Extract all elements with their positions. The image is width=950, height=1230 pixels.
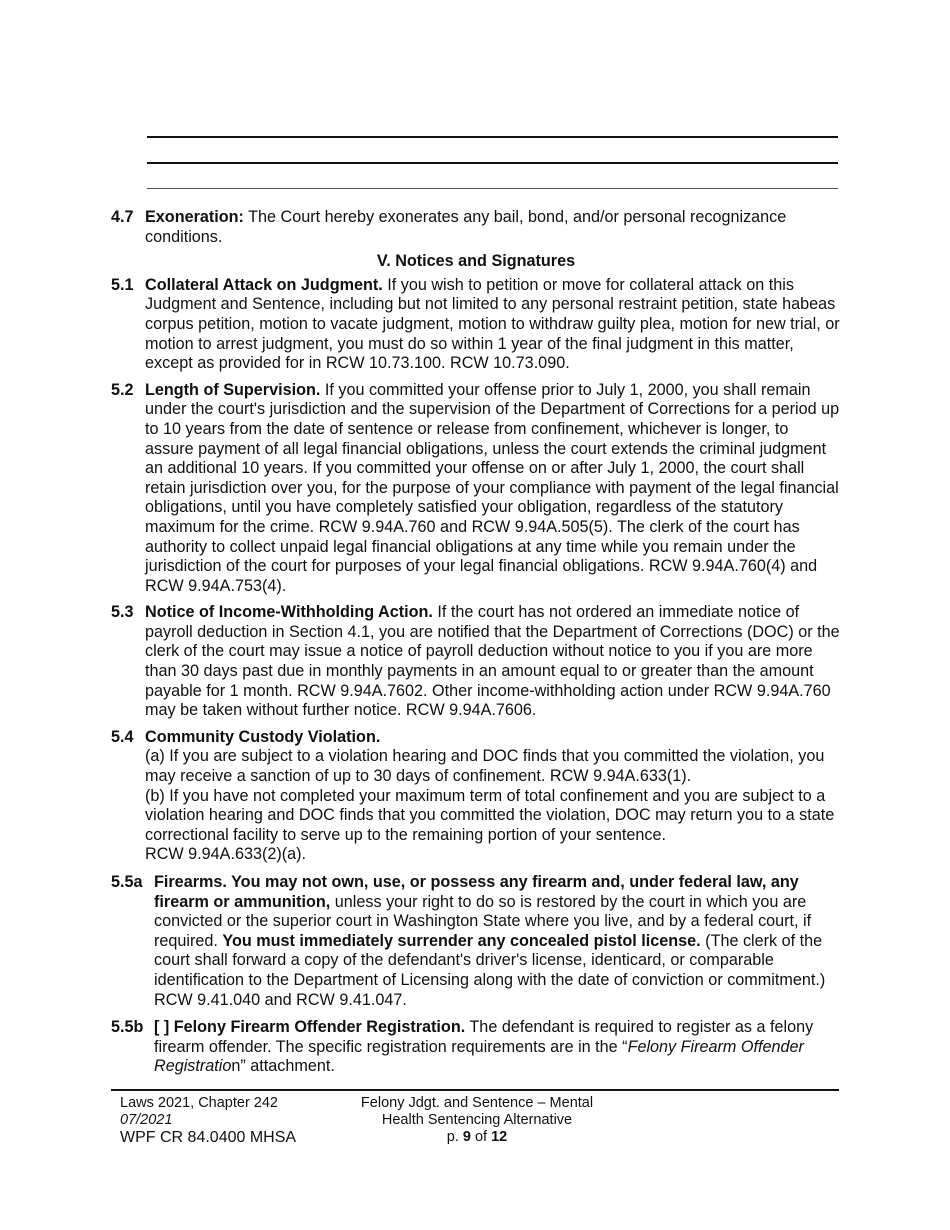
footer-date: 07/2021 xyxy=(120,1112,173,1128)
section-number: 5.1 xyxy=(111,275,134,294)
footer-form: WPF CR 84.0400 MHSA xyxy=(120,1129,297,1146)
section-text-2: n” attachment. xyxy=(231,1057,335,1076)
section-text: If the court has not ordered an immediate notice of payroll deduction in Section 4.1, you are notified that the Department of Corrections (DOC) or the clerk of the court may issue a notice of payroll deduction without notice to you if you are more than 30 days past due in monthly payments in an amount equal to or greater than the amount payable for 1 month. RCW 9.94A.7602. Other income-withholding action under RCW 9.94A.760 may be taken without further notice. RCW 9.94A.7606. xyxy=(145,603,840,720)
blank-line-3 xyxy=(147,188,838,189)
attachment-name: Felony Firearm Offender Registratio xyxy=(154,1037,804,1076)
section-text: The defendant is required to register as a felony firearm offender. The specific registration requirements are in the “ xyxy=(154,1018,814,1056)
section-5-5b xyxy=(111,1018,841,1077)
section-5-2 xyxy=(111,381,841,597)
document-body xyxy=(111,208,841,1077)
blank-line-2 xyxy=(147,162,838,164)
section-text-2: (The clerk of the court shall forward a copy of the defendant's driver's license, identicard, or comparable identification to the Department of Licensing along with the date of conviction or commitment.) RCW 9.41.040 and RCW 9.41.047. xyxy=(154,931,826,1009)
section-number: 5.4 xyxy=(111,727,134,746)
section-5-5a xyxy=(111,873,841,1010)
section-5-4 xyxy=(111,728,841,865)
section-title: Notice of Income-Withholding Action. xyxy=(145,603,433,622)
section-title: Exoneration: xyxy=(145,208,244,226)
section-number: 5.5a xyxy=(111,873,143,891)
footer-center xyxy=(352,1095,602,1146)
paragraph-b-citation: RCW 9.94A.633(2)(a). xyxy=(145,845,307,864)
section-text: The Court hereby exonerates any bail, bond, and/or personal recognizance conditions. xyxy=(145,208,787,246)
section-title: Length of Supervision. xyxy=(145,380,321,399)
section-4-7 xyxy=(111,208,841,247)
footer-left xyxy=(120,1095,296,1146)
section-number: 5.3 xyxy=(111,603,134,622)
section-text: unless your right to do so is restored by the court in which you are convicted or the superior court in Washington State where you live, and by a federal court, if required. xyxy=(154,892,812,950)
section-title: Collateral Attack on Judgment. xyxy=(145,275,383,294)
section-5-3 xyxy=(111,603,841,721)
section-heading: V. Notices and Signatures xyxy=(376,252,576,271)
footer-title-line1: Felony Jdgt. and Sentence – Mental xyxy=(360,1095,594,1111)
footer-law: Laws 2021, Chapter 242 xyxy=(120,1095,278,1111)
section-number: 5.5b xyxy=(111,1018,144,1037)
footer-title-line2: Health Sentencing Alternative xyxy=(381,1112,573,1128)
paragraph-a: (a) If you are subject to a violation hearing and DOC finds that you committed the violation, you may receive a sanction of up to 30 days of confinement. RCW 9.94A.633(1). xyxy=(145,747,825,786)
section-title: Firearms. You may not own, use, or possess any firearm and, under federal law, any firearm or ammunition, xyxy=(154,873,799,911)
section-title: [ ] Felony Firearm Offender Registration. xyxy=(154,1018,466,1037)
section-title: Community Custody Violation. xyxy=(145,727,381,746)
blank-line-1 xyxy=(147,136,838,138)
paragraph-b: (b) If you have not completed your maximum term of total confinement and you are subject to a violation hearing and DOC finds that you committed the violation, DOC may return you to a state correctional facility to serve up to the remaining portion of your sentence. xyxy=(145,786,835,844)
section-text: If you committed your offense prior to July 1, 2000, you shall remain under the court's jurisdiction and the supervision of the Department of Corrections for a period up to 10 years from the date of sentence or release from confinement, whichever is longer, to assure payment of all legal financial obligations, unless the court extends the criminal judgment an additional 10 years. If you committed your offense on or after July 1, 2000, the court shall retain jurisdiction over you, for the purpose of your compliance with payment of the legal financial obligations, until you have completely satisfied your obligation, regardless of the statutory maximum for the crime. RCW 9.94A.760 and RCW 9.94A.505(5). The clerk of the court has authority to collect unpaid legal financial obligations at any time while you remain under the jurisdiction of the court for purposes of your legal financial obligations. RCW 9.94A.760(4) and RCW 9.94A.753(4). xyxy=(145,380,840,595)
section-number: 5.2 xyxy=(111,380,134,399)
section-bold-text: You must immediately surrender any concealed pistol license. xyxy=(222,931,701,950)
page-number: p. 9 of 12 xyxy=(446,1129,508,1145)
section-5-1 xyxy=(111,276,841,374)
section-number: 4.7 xyxy=(111,208,134,226)
footer-rule xyxy=(111,1089,839,1091)
section-text: If you wish to petition or move for collateral attack on this Judgment and Sentence, including but not limited to any personal restraint petition, state habeas corpus petition, motion to vacate judgment, motion to withdraw guilty plea, motion for new trial, or motion to arrest judgment, you must do so within 1 year of the final judgment in this matter, except as provided for in RCW 10.73.100. RCW 10.73.090. xyxy=(145,275,840,373)
